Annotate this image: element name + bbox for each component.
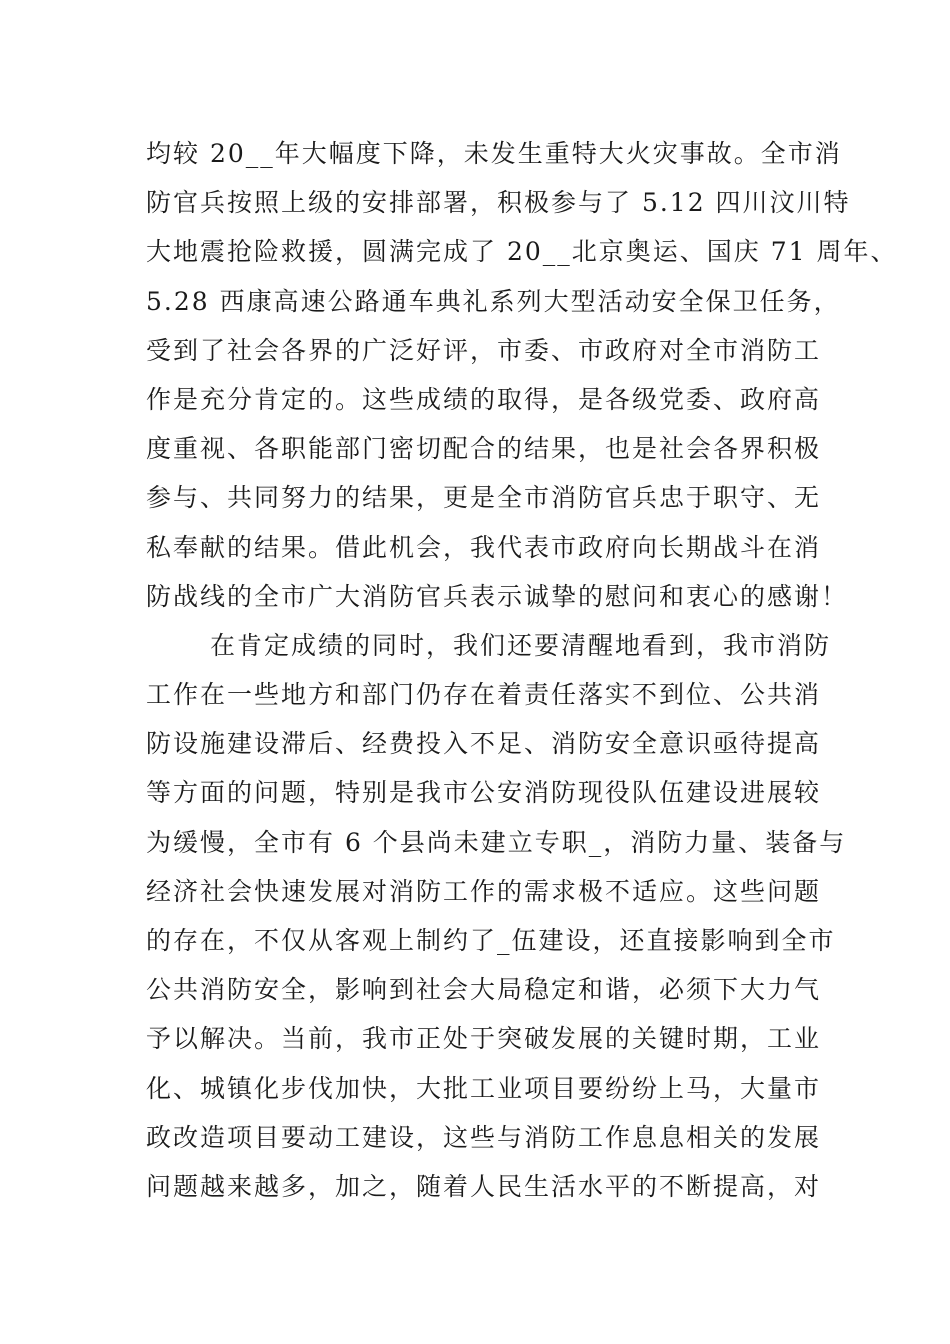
paragraph-first-line: 在肯定成绩的同时，我们还要清醒地看到，我市消防 — [210, 630, 832, 660]
body-text — [146, 129, 898, 1211]
text-line: 5.28 西康高速公路通车典礼系列大型活动安全保卫任务， — [146, 286, 841, 316]
text-line: 的存在，不仅从客观上制约了_伍建设，还直接影响到全市 — [146, 926, 836, 955]
text-line: 问题越来越多，加之，随着人民生活水平的不断提高，对 — [146, 1171, 822, 1201]
text-line: 为缓慢，全市有 6 个县尚未建立专职_，消防力量、装备与 — [146, 827, 847, 857]
text-line: 等方面的问题，特别是我市公安消防现役队伍建设进展较 — [146, 778, 822, 808]
text-line: 参与、共同努力的结果，更是全市消防官兵忠于职守、无 — [146, 483, 822, 513]
text-line: 受到了社会各界的广泛好评，市委、市政府对全市消防工 — [146, 335, 822, 365]
text-line: 予以解决。当前，我市正处于突破发展的关键时期，工业 — [146, 1024, 822, 1054]
text-line: 防官兵按照上级的安排部署，积极参与了 5.12 四川汶川特 — [146, 188, 851, 218]
text-line: 经济社会快速发展对消防工作的需求极不适应。这些问题 — [146, 876, 822, 906]
text-line: 防设施建设滞后、经费投入不足、消防安全意识亟待提高 — [146, 729, 822, 759]
text-line: 作是充分肯定的。这些成绩的取得，是各级党委、政府高 — [146, 384, 822, 414]
text-line: 公共消防安全，影响到社会大局稳定和谐，必须下大力气 — [146, 975, 822, 1005]
text-line: 政改造项目要动工建设，这些与消防工作息息相关的发展 — [146, 1122, 822, 1152]
text-line: 度重视、各职能部门密切配合的结果，也是社会各界积极 — [146, 434, 822, 464]
text-line: 工作在一些地方和部门仍存在着责任落实不到位、公共消 — [146, 680, 822, 710]
text-line: 防战线的全市广大消防官兵表示诚挚的慰问和衷心的感谢！ — [146, 581, 849, 611]
text-line: 化、城镇化步伐加快，大批工业项目要纷纷上马，大量市 — [146, 1073, 822, 1103]
text-line: 大地震抢险救援，圆满完成了 20__北京奥运、国庆 71 周年、 — [146, 237, 898, 267]
text-line: 私奉献的结果。借此机会，我代表市政府向长期战斗在消 — [146, 532, 822, 562]
text-line: 均较 20__年大幅度下降，未发生重特大火灾事故。全市消 — [146, 139, 842, 168]
